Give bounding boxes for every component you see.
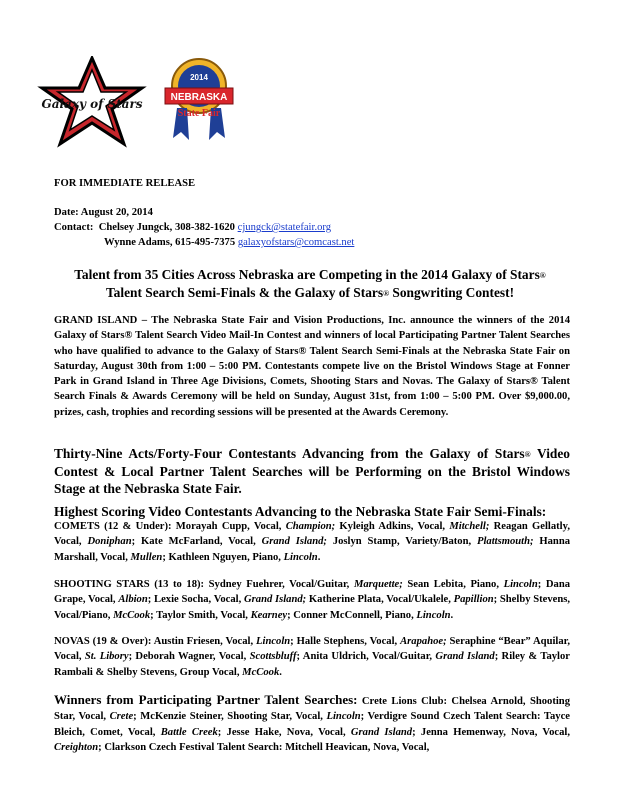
star-icon [32, 56, 150, 148]
date-value: August 20, 2014 [80, 207, 153, 218]
novas-label: NOVAS (19 & Over): [54, 636, 152, 647]
fair-year: 2014 [190, 73, 208, 82]
contact1-name: Chelsey Jungck, 308-382-1620 [98, 222, 235, 233]
comets-label: COMETS (12 & Under): [54, 521, 172, 532]
contact-line-2 [104, 235, 464, 250]
novas-paragraph: NOVAS (19 & Over): Austin Friesen, Vocal, Lincoln; Halle Stephens, Vocal, Arapahoe; Seraphine “Bear” Aquilar, Vocal, St. Libory; Deborah Wagner, Vocal, Scottsbluff; Anita Uldrich, Vocal/Guitar, Grand Island; Riley & Taylor Rambali & Shelby Stevens, Group Vocal, McCook. [54, 636, 571, 678]
date-line [54, 205, 153, 220]
highest-heading: Highest Scoring Video Contestants Advancing to the Nebraska State Fair Semi-Finals: [54, 504, 547, 519]
contact-label: Contact: [54, 222, 94, 233]
contact2-name: Wynne Adams, 615-495-7375 [104, 237, 236, 248]
headline-line-1: Talent from 35 Cities Across Nebraska are Competing in the 2014 Galaxy of Stars® [74, 267, 546, 282]
shooting-stars-label: SHOOTING STARS (13 to 18): [54, 579, 205, 590]
section-heading: Thirty-Nine Acts/Forty-Four Contestants Advancing from the Galaxy of Stars® Video Contest & Local Partner Talent Searches will be Performing on the Bristol Windows Stage at the Nebraska State Fair. [54, 446, 570, 496]
nebraska-state-fair-logo [163, 56, 235, 141]
comets-paragraph: COMETS (12 & Under): Morayah Cupp, Vocal, Champion; Kyleigh Adkins, Vocal, Mitchell; Reagan Gellatly, Vocal, Doniphan; Kate McFarland, Vocal, Grand Island; Joslyn Stamp, Variety/Baton, Plattsmouth; Hanna Marshall, Vocal, Mullen; Kathleen Nguyen, Piano, Lincoln. [54, 521, 571, 563]
intro-paragraph: GRAND ISLAND – The Nebraska State Fair and Vision Productions, Inc. announce the winners of the 2014 Galaxy of Stars® Talent Search Video Mail-In Contest and winners of local Participating Partner Talent Searches who have qualified to advance to the Galaxy of Stars® Talent Search Semi-Finals at the Nebraska State Fair on Saturday, August 30th from 1:00 – 5:00 PM. Contestants compete live on the Bristol Windows Stage at Fonner Park in Grand Island in Three Age Divisions, Comets, Shooting Stars and Novas. The Galaxy of Stars® Talent Search Finals & Awards Ceremony will be held on Sunday, August 31st, from 1:00 – 5:00 PM. Over $9,000.00, prizes, cash, trophies and recording sessions will be presented at the Awards Ceremony. [54, 315, 570, 418]
contact2-email-link[interactable]: galaxyofstars@comcast.net [237, 237, 355, 248]
fair-name-line2: State Fair [177, 108, 221, 119]
contact-line-1 [54, 220, 444, 235]
shooting-stars-paragraph: SHOOTING STARS (13 to 18): Sydney Fuehrer, Vocal/Guitar, Marquette; Sean Lebita, Piano, Lincoln; Dana Grape, Vocal, Albion; Lexie Socha, Vocal, Grand Island; Katherine Plata, Vocal/Ukalele, Papillion; Shelby Stevens, Vocal/Piano, McCook; Taylor Smith, Vocal, Kearney; Conner McConnell, Piano, Lincoln. [54, 579, 571, 621]
date-label: Date: [54, 207, 79, 218]
ribbon-badge-icon [163, 56, 235, 141]
galaxy-of-stars-logo [32, 56, 150, 148]
galaxy-logo-text: Galaxy of Stars [41, 97, 143, 111]
headline [40, 266, 580, 302]
headline-line-2: Talent Search Semi-Finals & the Galaxy of Stars® Songwriting Contest! [105, 285, 515, 300]
release-label: FOR IMMEDIATE RELEASE [54, 178, 196, 189]
fair-name-line1: NEBRASKA [170, 92, 228, 103]
contact1-email-link[interactable]: cjungck@statefair.org [237, 222, 332, 233]
partner-heading: Winners from Participating Partner Talent Searches: [54, 692, 358, 707]
partner-paragraph: Winners from Participating Partner Talent Searches: Crete Lions Club: Chelsea Arnold, Shooting Star, Vocal, Crete; McKenzie Steiner, Shooting Star, Vocal, Lincoln; Verdigre Sound Czech Talent Search: Tayce Bleich, Comet, Vocal, Battle Creek; Jesse Hake, Nova, Vocal, Grand Island; Jenna Hemenway, Nova, Vocal, Creighton; Clarkson Czech Festival Talent Search: Mitchell Heavican, Nova, Vocal, [54, 692, 571, 753]
